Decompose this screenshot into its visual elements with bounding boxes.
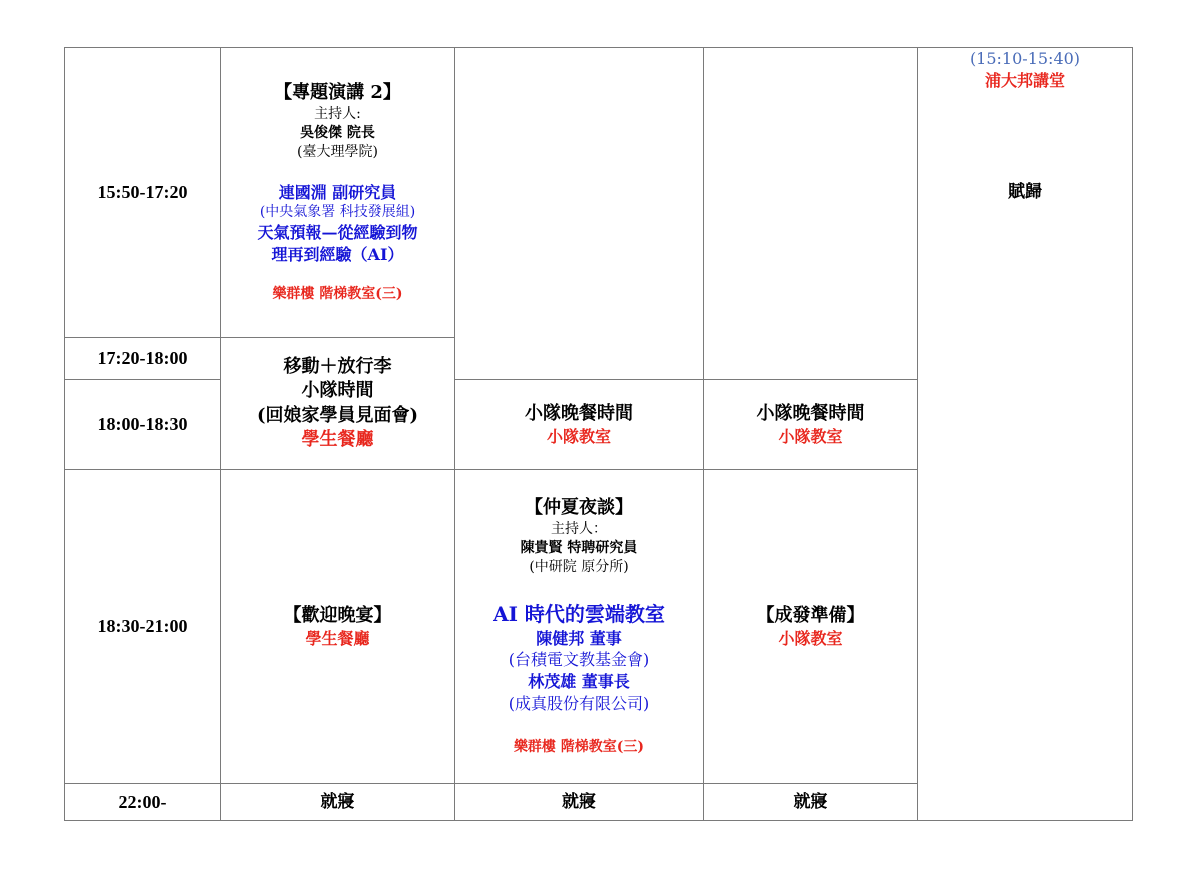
departure-activity: 賦歸	[1008, 182, 1042, 203]
speaker-org: (台積電文教基金會)	[508, 650, 650, 670]
venue-label: 小隊教室	[778, 628, 843, 648]
session-cell	[221, 338, 455, 470]
venue-label: 學生餐廳	[301, 428, 374, 450]
speaker-name: 陳健邦 董事	[536, 628, 622, 648]
sleep-cell: 就寢	[221, 784, 455, 821]
empty-cell	[455, 48, 704, 380]
speaker-name: 林茂雄 董事長	[528, 672, 630, 692]
session-cell	[455, 470, 704, 784]
session-title: 【仲夏夜談】	[525, 496, 633, 518]
time-cell: 15:50-17:20	[65, 48, 221, 338]
spacer	[922, 91, 1128, 181]
talk-title-line2: 理再到經驗（AI）	[271, 244, 404, 264]
activity-line: 小隊時間	[301, 380, 374, 402]
schedule-table	[64, 47, 1133, 821]
session-cell	[455, 380, 704, 470]
session-cell	[221, 48, 455, 338]
venue-label: 學生餐廳	[305, 628, 370, 648]
sleep-cell: 就寢	[455, 784, 704, 821]
spacer	[225, 162, 450, 182]
session-cell	[704, 380, 918, 470]
sleep-cell: 就寢	[704, 784, 918, 821]
host-label: 主持人：	[551, 521, 607, 538]
schedule-row	[65, 48, 1133, 338]
speaker-org: (中央氣象署 科技發展組)	[259, 204, 416, 221]
activity-title: 小隊晚餐時間	[756, 402, 865, 424]
activity-title: 小隊晚餐時間	[525, 402, 633, 424]
time-cell: 17:20-18:00	[65, 338, 221, 380]
session-cell	[704, 470, 918, 784]
venue-label: 樂群樓 階梯教室(三)	[513, 739, 645, 756]
spacer	[459, 714, 699, 738]
host-org: (臺大理學院)	[297, 143, 378, 160]
departure-time: (15:10-15:40)	[969, 49, 1081, 68]
activity-title: 【歡迎晚宴】	[283, 604, 392, 626]
time-cell: 18:30-21:00	[65, 470, 221, 784]
venue-label: 樂群樓 階梯教室(三)	[272, 286, 403, 303]
departure-venue: 浦大邦講堂	[984, 70, 1065, 90]
host-name: 陳貴賢 特聘研究員	[520, 540, 638, 557]
venue-label: 小隊教室	[778, 426, 843, 446]
talk-title: AI 時代的雲端教室	[493, 601, 665, 626]
empty-cell	[704, 48, 918, 380]
speaker-org: (成真股份有限公司)	[508, 693, 650, 713]
spacer	[459, 577, 699, 601]
speaker-name: 連國淵 副研究員	[278, 182, 397, 202]
session-cell	[221, 470, 455, 784]
time-cell: 22:00-	[65, 784, 221, 821]
host-label: 主持人:	[314, 106, 361, 123]
activity-line: (回娘家學員見面會)	[256, 404, 419, 426]
activity-line: 移動＋放行李	[283, 355, 392, 377]
host-name: 吳俊傑 院長	[300, 124, 375, 141]
time-cell: 18:00-18:30	[65, 380, 221, 470]
spacer	[225, 265, 450, 285]
activity-title: 【成發準備】	[756, 604, 865, 626]
host-org: (中研院 原分所)	[529, 558, 629, 575]
session-title: 【專題演講 2】	[274, 81, 401, 103]
departure-cell	[918, 48, 1133, 821]
talk-title-line1: 天氣預報—從經驗到物	[257, 223, 418, 243]
venue-label: 小隊教室	[546, 426, 611, 446]
